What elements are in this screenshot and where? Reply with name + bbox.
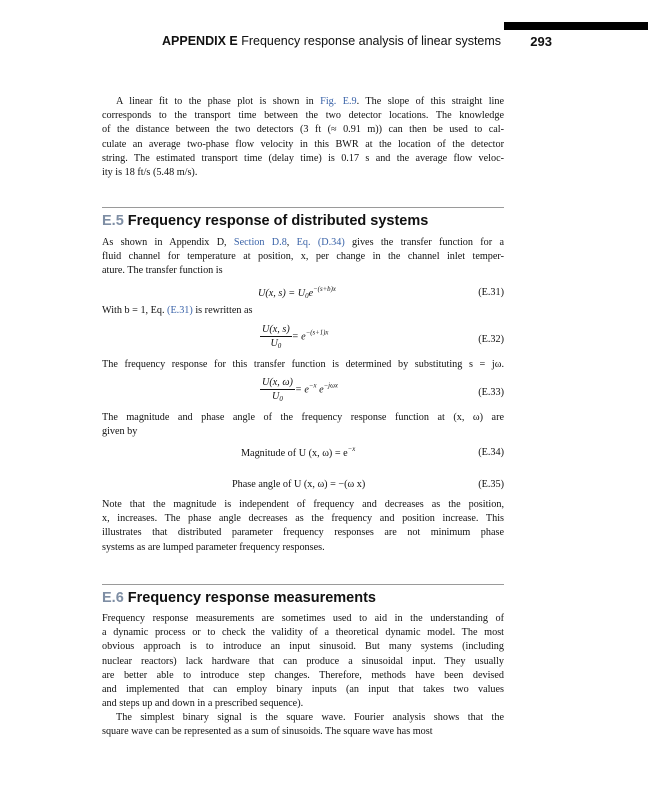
text-line	[102, 152, 504, 166]
eq31-number: (E.31)	[478, 287, 504, 298]
frequency-response-line	[102, 358, 504, 372]
text-segment: gives the transfer function for a	[344, 237, 504, 248]
text-line	[102, 655, 504, 669]
eq33-exp1: −x	[308, 382, 317, 390]
text-segment: ature. The transfer function is	[102, 265, 223, 277]
section-title: Frequency response of distributed systems	[127, 213, 429, 229]
text-line	[102, 498, 504, 512]
text-segment: of the distance between the two detectors (3 ft (≈ 0.91 m)) can then be used to cal-	[102, 124, 504, 136]
eq35-text: Phase angle of U (x, ω) = −(ω x)	[232, 479, 366, 490]
text-segment: A linear fit to the phase plot is shown in	[116, 96, 321, 107]
e6-paragraph-2	[102, 711, 504, 739]
eq31-link[interactable]: (E.31)	[167, 305, 193, 316]
eq32-number: (E.32)	[478, 334, 504, 345]
page-number: 293	[530, 34, 552, 49]
with-b-line	[102, 304, 504, 318]
cross-reference-link[interactable]: Eq. (D.34)	[296, 237, 345, 248]
eq33-number: (E.33)	[478, 387, 504, 398]
text-line	[102, 138, 504, 152]
eq34-number: (E.34)	[478, 447, 504, 458]
text-line	[102, 626, 504, 640]
text-line	[102, 166, 504, 180]
text-segment: As shown in Appendix D,	[102, 237, 234, 248]
eq31-sub: 0	[305, 292, 309, 300]
eq31-exp: −(s+b)x	[313, 286, 336, 293]
appendix-label: APPENDIX E	[162, 34, 238, 48]
eq32-den-sub: 0	[277, 342, 282, 350]
text-segment: systems as are lumped parameter frequency responses.	[102, 541, 325, 553]
chapter-title: Frequency response analysis of linear systems	[241, 34, 502, 48]
text-segment: ity is 18 ft/s (5.48 m/s).	[102, 167, 198, 179]
text-line	[102, 123, 504, 137]
intro-paragraph	[102, 95, 504, 180]
text-line	[102, 264, 504, 278]
equation-e33	[260, 377, 338, 403]
with-b-text-end: is rewritten as	[192, 305, 253, 316]
text-segment: and implemented that can employ binary inputs (an input that takes two values	[102, 684, 504, 696]
equation-e34	[241, 446, 355, 459]
section-heading-e6	[102, 590, 376, 606]
eq32-numerator: U(x, s)	[262, 324, 290, 335]
text-segment: . The slope of this straight line	[356, 96, 504, 107]
text-segment: are better able to introduce step changes. Therefore, methods have been devised	[102, 669, 504, 681]
text-segment: nuclear reactors) lack hardware that can produce a sinusoidal input. They usually	[102, 655, 504, 667]
section-number: E.6	[102, 590, 124, 606]
text-line	[102, 250, 504, 264]
eq31-lhs: U(x, s) = U	[258, 288, 306, 299]
equation-e35	[232, 479, 365, 490]
cross-reference-link[interactable]: Section D.8	[233, 237, 287, 248]
text-line	[102, 669, 504, 683]
freq-line-text: The frequency response for this transfer function is determined by substituting s = jω.	[102, 359, 504, 370]
text-line	[102, 640, 504, 654]
eq33-denominator: U	[272, 391, 280, 402]
text-line	[102, 541, 504, 555]
equation-e31	[258, 286, 336, 300]
eq33-mid: e	[316, 384, 324, 396]
text-line	[102, 512, 504, 526]
eq32-rhs: = e	[291, 331, 306, 343]
section-number: E.5	[102, 213, 124, 229]
text-segment: obvious approach is to introduce an input sinusoid. But many systems (including	[102, 641, 504, 653]
eq32-exp: −(s+1)x	[305, 329, 329, 337]
eq34-exp: −x	[347, 446, 356, 453]
section-heading-e5	[102, 213, 428, 229]
eq33-rhs: = e	[294, 384, 309, 396]
text-segment: Note that the magnitude is independent of frequency and decreases as the position,	[102, 499, 504, 510]
text-segment: corresponds to the transport time between the two detector locations. The knowledge	[102, 110, 504, 122]
cross-reference-link[interactable]: Fig. E.9	[320, 96, 357, 107]
equation-e32	[260, 324, 328, 350]
section-divider	[102, 584, 504, 585]
text-line	[102, 526, 504, 540]
eq35-number: (E.35)	[478, 479, 504, 490]
text-line	[102, 711, 504, 725]
eq33-exp2: −jωx	[323, 382, 338, 390]
text-segment: culate an average two-phase flow velocity in this BWR at the location of the detector	[102, 138, 504, 150]
text-segment: and steps up and down in a prescribed sequence).	[102, 698, 304, 710]
eq31-base: e	[308, 288, 314, 299]
text-segment: The simplest binary signal is the square wave. Fourier analysis shows that the	[116, 712, 504, 723]
text-segment: fluid channel for temperature at position, x, per change in the channel inlet temper-	[102, 251, 504, 263]
text-segment: square wave can be represented as a sum of sinusoids. The square wave has most	[102, 726, 433, 738]
text-segment: string. The estimated transport time (delay time) is 0.17 s and the average flow veloc-	[102, 152, 504, 164]
text-segment: illustrates that distributed parameter frequency responses are not minimum phase	[102, 527, 504, 539]
text-line	[102, 425, 504, 439]
e6-paragraph-1	[102, 612, 504, 711]
eq33-den-sub: 0	[279, 395, 283, 403]
section-title: Frequency response measurements	[127, 590, 376, 606]
section-divider	[102, 207, 504, 208]
text-segment: ,	[286, 237, 297, 248]
text-line	[102, 697, 504, 711]
eq34-text: Magnitude of U (x, ω) = e	[241, 448, 348, 459]
text-line	[102, 683, 504, 697]
running-header	[162, 34, 552, 52]
text-segment: a dynamic process or to check the validity of a theoretical dynamic model. The most	[102, 627, 504, 639]
eq32-denominator: U	[270, 338, 278, 349]
text-segment: The magnitude and phase angle of the frequency response function at (x, ω) are	[102, 412, 504, 423]
text-segment: given by	[102, 426, 138, 438]
text-line	[102, 725, 504, 739]
text-line	[102, 109, 504, 123]
eq32-fraction	[260, 324, 292, 350]
header-bar	[504, 22, 648, 30]
text-line	[102, 236, 504, 250]
text-segment: Frequency response measurements are sometimes used to aid in the understanding of	[102, 613, 504, 624]
eq33-fraction	[260, 377, 295, 403]
e5-paragraph-2	[102, 411, 504, 439]
with-b-text: With b = 1, Eq.	[102, 305, 168, 316]
text-line	[102, 612, 504, 626]
text-line	[102, 95, 504, 109]
eq33-numerator: U(x, ω)	[262, 377, 293, 388]
text-line	[102, 411, 504, 425]
e5-paragraph-1	[102, 236, 504, 279]
e5-paragraph-3	[102, 498, 504, 555]
text-segment: x, increases. The phase angle decreases as the frequency and position increase. This	[102, 513, 504, 525]
